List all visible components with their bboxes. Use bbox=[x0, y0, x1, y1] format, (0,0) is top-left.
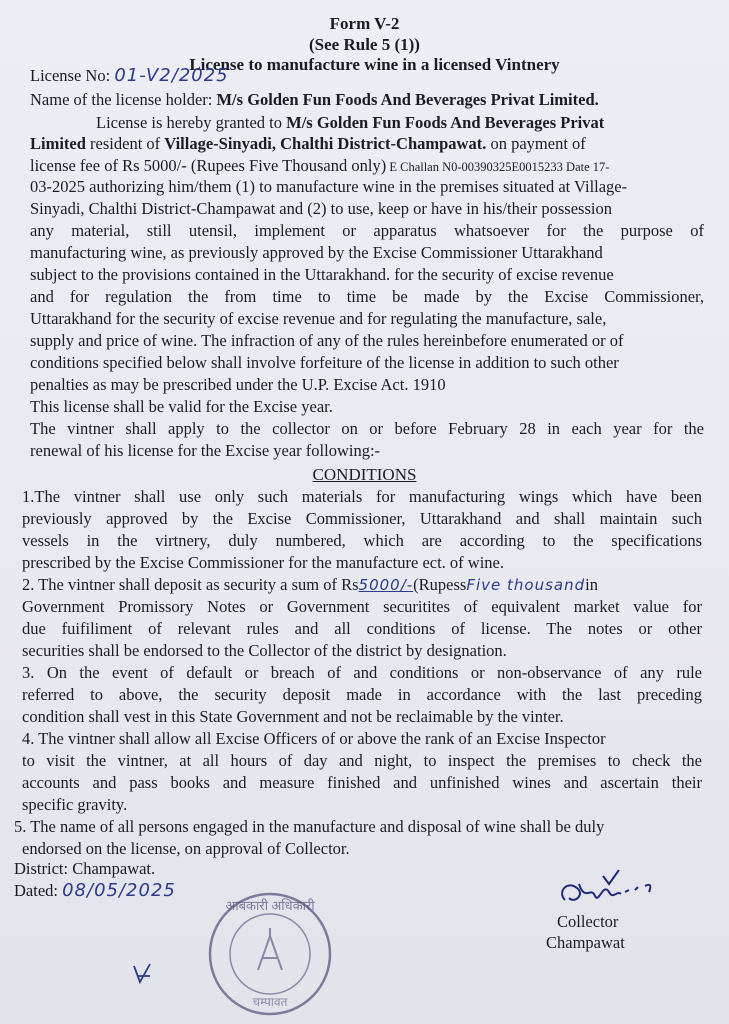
body-line: conditions specified below shall involve forfeiture of the license in addition to such other bbox=[30, 353, 619, 372]
body-line bbox=[96, 113, 696, 133]
form-title: Form V-2 bbox=[329, 14, 400, 33]
body-line: and for regulation the from time to time be made by the Excise Commissioner, bbox=[30, 287, 704, 306]
official-seal bbox=[200, 888, 340, 1018]
signatory-title: Collector bbox=[557, 912, 619, 931]
condition-line: prescribed by the Excise Commissioner for the manufacture ect. of wine. bbox=[22, 553, 505, 572]
body-line: manufacturing wine, as previously approved by the Excise Commissioner Uttarakhand bbox=[30, 243, 603, 262]
form-subtitle: License to manufacture wine in a licensed Vintnery bbox=[189, 55, 560, 74]
body-line: Sinyadi, Chalthi District-Champawat and (2) to use, keep or have in his/their possession bbox=[30, 199, 612, 218]
challan-reference: E Challan N0-00390325E0015233 Date 17- bbox=[386, 160, 610, 174]
signatory-place: Champawat bbox=[546, 933, 625, 952]
deposit-amount-words: Five thousand bbox=[466, 576, 586, 594]
body-line: supply and price of wine. The infraction of any of the rules hereinbefore enumerated or of bbox=[30, 331, 624, 350]
validity-line: This license shall be valid for the Excise year. bbox=[30, 397, 333, 416]
svg-text:चम्पावत: चम्पावत bbox=[252, 995, 288, 1009]
renewal-line: The vintner shall apply to the collector on or before February 28 in each year for the bbox=[30, 419, 704, 438]
body-line: Uttarakhand for the security of excise revenue and for regulating the manufacture, sale, bbox=[30, 309, 607, 328]
holder-label: Name of the license holder: bbox=[30, 90, 213, 109]
body-line: subject to the provisions contained in the Uttarakhand. for the security of excise revenue bbox=[30, 265, 614, 284]
svg-text:आबकारी अधिकारी: आबकारी अधिकारी bbox=[225, 898, 315, 913]
holder-name-inline: Limited bbox=[30, 134, 86, 153]
condition-line: referred to above, the security deposit made in accordance with the last preceding bbox=[22, 685, 702, 704]
condition-text: (Rupess bbox=[413, 575, 467, 594]
body-line: any material, still utensil, implement or apparatus whatsoever for the purpose of bbox=[30, 221, 704, 240]
holder-name-inline: M/s Golden Fun Foods And Beverages Privat bbox=[286, 113, 605, 132]
license-number-label: License No: bbox=[30, 66, 111, 85]
license-number-value: 01-V2/2025 bbox=[114, 65, 229, 86]
body-text: License is hereby granted to bbox=[96, 113, 287, 132]
condition-text: 2. The vintner shall deposit as security a sum of Rs bbox=[22, 575, 359, 594]
condition-line: condition shall vest in this State Government and not be reclaimable by the vinter. bbox=[22, 707, 564, 726]
condition-line: endorsed on the license, on approval of Collector. bbox=[22, 839, 350, 858]
collector-signature bbox=[555, 862, 695, 912]
holder-name: M/s Golden Fun Foods And Beverages Privat Limited. bbox=[216, 90, 599, 109]
conditions-heading: CONDITIONS bbox=[312, 465, 417, 484]
body-line: 03-2025 authorizing him/them (1) to manufacture wine in the premises situated at Village- bbox=[30, 177, 628, 196]
renewal-line: renewal of his license for the Excise year following:- bbox=[30, 441, 381, 460]
holder-address: Village-Sinyadi, Chalthi District-Champawat. bbox=[164, 134, 487, 153]
condition-line: vessels in the virtnery, duly numbered, which are according to the specifications bbox=[22, 531, 702, 550]
condition-line: due fuifiliment of relevant rules and all conditions of license. The notes or other bbox=[22, 619, 702, 638]
condition-line: specific gravity. bbox=[22, 795, 128, 814]
body-text: resident of bbox=[85, 134, 165, 153]
condition-line: Government Promissory Notes or Government securitites of equivalent market value for bbox=[22, 597, 702, 616]
initial-mark bbox=[130, 958, 170, 984]
condition-line: to visit the vintner, at all hours of day and night, to inspect the premises to check the bbox=[22, 751, 702, 770]
license-number-line bbox=[30, 66, 704, 86]
dated-label: Dated: bbox=[14, 881, 58, 900]
body-line bbox=[30, 134, 704, 154]
form-rule: (See Rule 5 (1)) bbox=[309, 35, 420, 54]
condition-line: 5. The name of all persons engaged in the manufacture and disposal of wine shall be duly bbox=[14, 817, 605, 836]
deposit-amount: 5000/- bbox=[358, 576, 414, 594]
body-line: penalties as may be prescribed under the U.P. Excise Act. 1910 bbox=[30, 375, 446, 394]
body-line bbox=[30, 156, 704, 177]
holder-line bbox=[30, 90, 704, 110]
condition-line: 4. The vintner shall allow all Excise Officers of or above the rank of an Excise Inspector bbox=[22, 729, 606, 748]
condition-line: accounts and pass books and measure finished and unfinished wines and ascertain their bbox=[22, 773, 702, 792]
dated-value: 08/05/2025 bbox=[62, 880, 176, 901]
condition-line: previously approved by the Excise Commissioner, Uttarakhand and shall maintain such bbox=[22, 509, 702, 528]
condition-text: in bbox=[585, 575, 598, 594]
license-fee: license fee of Rs 5000/- (Rupees Five Thousand only) bbox=[30, 156, 387, 175]
body-text: on payment of bbox=[486, 134, 586, 153]
condition-line: 1.The vintner shall use only such materials for manufacturing wings which have been bbox=[22, 487, 702, 506]
district-line: District: Champawat. bbox=[14, 859, 156, 878]
condition-line: securities shall be endorsed to the Collector of the district by designation. bbox=[22, 641, 507, 660]
condition-line-deposit bbox=[22, 575, 702, 595]
condition-line: 3. On the event of default or breach of and conditions or non-observance of any rule bbox=[22, 663, 702, 682]
